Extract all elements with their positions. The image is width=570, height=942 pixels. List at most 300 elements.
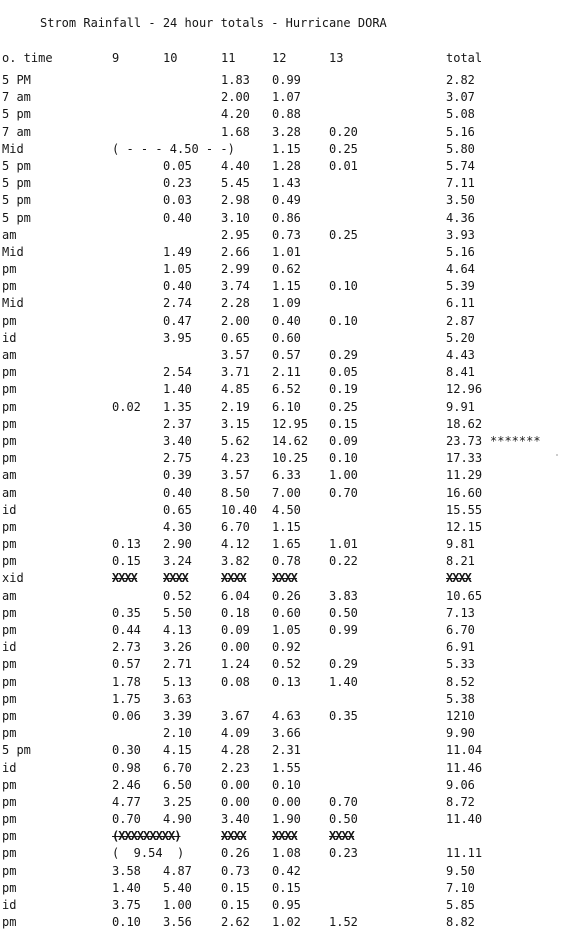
cell-total: 3.93: [446, 227, 475, 242]
cell-col-13: 0.23: [329, 846, 358, 861]
cell-col-11: 4.28: [221, 743, 250, 758]
cell-total: 11.46: [446, 760, 483, 775]
row-label: pm: [2, 519, 17, 534]
cell-total: 2.87: [446, 313, 475, 328]
cell-total: 7.11: [446, 176, 475, 191]
cell-col-11: 3.57: [221, 468, 250, 483]
cell-col-12: 4.50: [272, 502, 301, 517]
cell-col-13: 0.15: [329, 416, 358, 431]
cell-col-10: 3.24: [163, 554, 192, 569]
cell-total: 11.29: [446, 468, 483, 483]
cell-col-11: 0.15: [221, 880, 250, 895]
table-row: [0, 416, 570, 433]
cell-col-10: 5.40: [163, 880, 192, 895]
row-label: id: [2, 898, 17, 912]
row-label: Mid: [2, 296, 24, 311]
cell-col-11: 0.26: [221, 846, 250, 861]
cell-col-9: 0.13: [112, 537, 141, 552]
row-label: pm: [2, 605, 17, 620]
cell-col-11: 3.74: [221, 279, 250, 294]
cell-col-9: 0.15: [112, 554, 141, 569]
row-label: 5 pm: [2, 158, 31, 173]
cell-col-12: 0.13: [272, 674, 301, 689]
cell-col-9: 1.78: [112, 674, 141, 689]
table-row: [0, 89, 570, 106]
table-row: [0, 467, 570, 484]
cell-col-10: 2.71: [163, 657, 192, 672]
cell-col-10: 0.40: [163, 210, 192, 225]
row-label: 5 PM: [2, 73, 31, 87]
row-label: pm: [2, 365, 17, 380]
row-label: am: [2, 588, 17, 603]
table-row: [0, 811, 570, 828]
cell-col-12: 0.00: [272, 794, 301, 809]
cell-col-11: 3.82: [221, 554, 250, 569]
cell-col-10: XXXX: [163, 571, 188, 586]
table-row: [0, 519, 570, 536]
cell-col-11: 0.73: [221, 863, 250, 878]
row-label: pm: [2, 313, 17, 328]
cell-col-10: 5.13: [163, 674, 192, 689]
cell-col-12: 1.15: [272, 519, 301, 534]
table-row: [0, 158, 570, 175]
cell-total: 6.11: [446, 296, 475, 311]
cell-total: 12.96: [446, 382, 483, 397]
cell-col-12: XXXX: [272, 829, 297, 844]
row-label: am: [2, 468, 17, 483]
cell-total: 4.64: [446, 262, 475, 277]
cell-col-11: 2.00: [221, 90, 250, 105]
cell-col-13: 0.01: [329, 158, 358, 173]
cell-col-10: 3.63: [163, 691, 192, 706]
cell-col-10: 1.05: [163, 262, 192, 277]
cell-col-11: XXXX: [221, 829, 246, 844]
cell-col-13: 0.10: [329, 313, 358, 328]
cell-total: 9.90: [446, 726, 475, 741]
table-row: [0, 708, 570, 725]
table-row: [0, 588, 570, 605]
cell-col-11: 0.18: [221, 605, 250, 620]
cell-col-11: 2.23: [221, 760, 250, 775]
cell-col-12: 1.01: [272, 244, 301, 259]
row-label: pm: [2, 829, 17, 844]
cell-col-12: 0.60: [272, 605, 301, 620]
cell-col-11: 2.62: [221, 915, 250, 930]
cell-total: 7.10: [446, 880, 475, 895]
cell-col-12: 0.15: [272, 880, 301, 895]
cell-col-11: 4.20: [221, 107, 250, 122]
cell-total: 10.65: [446, 588, 483, 603]
cell-col-9: 3.58: [112, 863, 141, 878]
cell-col-13: 0.70: [329, 794, 358, 809]
cell-col-11: 3.67: [221, 708, 250, 723]
cell-col-12: 14.62: [272, 433, 309, 448]
cell-col-11: 6.70: [221, 519, 250, 534]
cell-col-11: 2.95: [221, 227, 250, 242]
cell-col-13: 0.20: [329, 124, 358, 139]
cell-col-10: 4.15: [163, 743, 192, 758]
row-label: pm: [2, 554, 17, 569]
row-label: 5 pm: [2, 193, 31, 208]
cell-col-12: 0.49: [272, 193, 301, 208]
cell-col-13: 0.50: [329, 812, 358, 827]
cell-total: 17.33: [446, 451, 483, 466]
table-row: [0, 828, 570, 845]
cell-total: 12.15: [446, 519, 483, 534]
cell-total: 5.38: [446, 691, 475, 706]
cell-col-11: 3.40: [221, 812, 250, 827]
cell-col-13: 0.50: [329, 605, 358, 620]
cell-total: 5.33: [446, 657, 475, 672]
cell-col-9: 2.46: [112, 777, 141, 792]
cell-col-13: 1.52: [329, 915, 358, 930]
cell-col-13: 1.40: [329, 674, 358, 689]
cell-col-11: 0.00: [221, 640, 250, 655]
table-row: [0, 450, 570, 467]
header-label: o. time: [2, 51, 53, 65]
cell-col-12: 0.99: [272, 73, 301, 87]
cell-col-12: 12.95: [272, 416, 309, 431]
cell-col-11: 3.10: [221, 210, 250, 225]
row-label: pm: [2, 433, 17, 448]
cell-col-11: 4.09: [221, 726, 250, 741]
cell-col-9: 0.57: [112, 657, 141, 672]
row-label: pm: [2, 279, 17, 294]
row-label: 5 pm: [2, 107, 31, 122]
cell-col-12: 4.63: [272, 708, 301, 723]
row-label: 5 pm: [2, 743, 31, 758]
header-col-total: total: [446, 51, 483, 65]
table-row: [0, 622, 570, 639]
cell-col-12: 3.66: [272, 726, 301, 741]
cell-col-12: 6.33: [272, 468, 301, 483]
cell-col-13: 0.99: [329, 623, 358, 637]
table-row: [0, 674, 570, 691]
table-row: [0, 656, 570, 673]
cell-col-10: 0.23: [163, 176, 192, 191]
column-header-row: [0, 51, 570, 69]
row-label: id: [2, 760, 17, 775]
header-col-12: 12: [272, 51, 287, 65]
cell-col-12: 3.28: [272, 124, 301, 139]
cell-col-11: 10.40: [221, 502, 258, 517]
cell-col-11: 5.62: [221, 433, 250, 448]
table-row: [0, 313, 570, 330]
cell-total: 2.82: [446, 73, 475, 87]
cell-col-12: 10.25: [272, 451, 309, 466]
cell-total: 6.70: [446, 623, 475, 637]
row-label: id: [2, 330, 17, 345]
cell-col-12: 6.10: [272, 399, 301, 414]
cell-col-11: 3.57: [221, 348, 250, 362]
table-row: [0, 381, 570, 398]
table-row: [0, 261, 570, 278]
cell-col-12: 0.62: [272, 262, 301, 277]
table-row: [0, 570, 570, 587]
cell-col-9: 0.70: [112, 812, 141, 827]
cell-col-12: 0.10: [272, 777, 301, 792]
cell-total: 8.72: [446, 794, 475, 809]
cell-col-10: 3.95: [163, 330, 192, 345]
table-row: [0, 72, 570, 89]
table-row: [0, 399, 570, 416]
cell-total: 8.21: [446, 554, 475, 569]
cell-total: 8.41: [446, 365, 475, 380]
cell-col-10: 1.35: [163, 399, 192, 414]
cell-col-13: 0.10: [329, 451, 358, 466]
cell-col-11: 0.00: [221, 794, 250, 809]
cell-col-10: 4.90: [163, 812, 192, 827]
cell-total: 1210: [446, 708, 475, 723]
cell-col-9: 0.30: [112, 743, 141, 758]
row-label: pm: [2, 262, 17, 277]
cell-total: 5.08: [446, 107, 475, 122]
cell-col-9: 0.10: [112, 915, 141, 930]
cell-col-12: 1.15: [272, 141, 301, 156]
row-label: pm: [2, 794, 17, 809]
row-label: pm: [2, 382, 17, 397]
cell-total: 8.82: [446, 915, 475, 930]
cell-col-11: 2.99: [221, 262, 250, 277]
cell-col-12: 1.09: [272, 296, 301, 311]
cell-total: 5.80: [446, 141, 475, 156]
table-row: [0, 227, 570, 244]
cell-col-12: 0.52: [272, 657, 301, 672]
row-label: 5 pm: [2, 176, 31, 191]
table-row: [0, 364, 570, 381]
row-label: id: [2, 640, 17, 655]
row-label: pm: [2, 537, 17, 552]
cell-col-11: 1.68: [221, 124, 250, 139]
cell-col-11: 3.15: [221, 416, 250, 431]
cell-col-12: 0.92: [272, 640, 301, 655]
cell-col-9: 1.75: [112, 691, 141, 706]
table-row: [0, 760, 570, 777]
table-row: [0, 141, 570, 158]
table-row: [0, 244, 570, 261]
cell-col-12: 0.78: [272, 554, 301, 569]
cell-total: 5.74: [446, 158, 475, 173]
cell-total: 23.73: [446, 433, 483, 448]
cell-total: XXXX: [446, 571, 471, 586]
cell-col-10: 2.90: [163, 537, 192, 552]
highlight-mark: *******: [490, 433, 541, 448]
rainfall-table-body: [0, 72, 570, 931]
cell-total: 4.43: [446, 348, 475, 362]
cell-col-9: (XXXXXXXXX): [112, 829, 181, 844]
cell-col-12: 0.42: [272, 863, 301, 878]
cell-col-13: 0.25: [329, 399, 358, 414]
cell-col-12: 6.52: [272, 382, 301, 397]
row-label: 7 am: [2, 90, 31, 105]
table-row: [0, 794, 570, 811]
cell-col-10: 5.50: [163, 605, 192, 620]
cell-col-11: 4.12: [221, 537, 250, 552]
table-row: [0, 106, 570, 123]
cell-col-11: 2.19: [221, 399, 250, 414]
cell-col-9: 0.02: [112, 399, 141, 414]
cell-col-10: 0.03: [163, 193, 192, 208]
cell-col-10: 3.25: [163, 794, 192, 809]
table-row: [0, 777, 570, 794]
cell-total: 9.81: [446, 537, 475, 552]
cell-total: 15.55: [446, 502, 483, 517]
table-row: [0, 880, 570, 897]
row-label: pm: [2, 451, 17, 466]
cell-col-12: 1.28: [272, 158, 301, 173]
cell-col-10: 0.05: [163, 158, 192, 173]
cell-col-11: 8.50: [221, 485, 250, 500]
row-label: id: [2, 502, 17, 517]
cell-total: 5.16: [446, 244, 475, 259]
cell-col-12: 0.86: [272, 210, 301, 225]
cell-col-10: 2.75: [163, 451, 192, 466]
cell-col-12: 1.05: [272, 623, 301, 637]
row-label: pm: [2, 863, 17, 878]
cell-col-12: 1.43: [272, 176, 301, 191]
cell-col-9: ( - - - 4.50 - -): [112, 141, 235, 156]
cell-col-12: 2.11: [272, 365, 301, 380]
cell-col-10: 6.50: [163, 777, 192, 792]
cell-col-13: 0.70: [329, 485, 358, 500]
cell-col-13: 0.22: [329, 554, 358, 569]
cell-total: 5.16: [446, 124, 475, 139]
cell-col-11: 1.83: [221, 73, 250, 87]
cell-col-12: 1.15: [272, 279, 301, 294]
table-row: [0, 691, 570, 708]
document-title: Strom Rainfall - 24 hour totals - Hurricane DORA: [40, 16, 387, 30]
row-label: pm: [2, 708, 17, 723]
cell-col-9: XXXX: [112, 571, 137, 586]
table-row: [0, 639, 570, 656]
cell-col-13: 0.35: [329, 708, 358, 723]
table-row: [0, 278, 570, 295]
cell-col-11: 2.66: [221, 244, 250, 259]
cell-col-13: XXXX: [329, 829, 354, 844]
cell-col-10: 2.10: [163, 726, 192, 741]
header-col-13: 13: [329, 51, 344, 65]
cell-col-10: 2.54: [163, 365, 192, 380]
cell-col-12: 1.90: [272, 812, 301, 827]
table-row: [0, 192, 570, 209]
row-label: am: [2, 348, 17, 362]
cell-total: 5.20: [446, 330, 475, 345]
cell-col-13: 0.25: [329, 227, 358, 242]
cell-col-12: 1.07: [272, 90, 301, 105]
cell-col-9: 2.73: [112, 640, 141, 655]
table-row: [0, 605, 570, 622]
table-row: [0, 124, 570, 141]
row-label: pm: [2, 691, 17, 706]
cell-col-12: 1.08: [272, 846, 301, 861]
cell-col-12: 0.88: [272, 107, 301, 122]
cell-total: 9.06: [446, 777, 475, 792]
cell-col-11: 3.71: [221, 365, 250, 380]
cell-total: 3.50: [446, 193, 475, 208]
row-label: Mid: [2, 141, 24, 156]
cell-col-11: 5.45: [221, 176, 250, 191]
table-row: [0, 330, 570, 347]
cell-col-10: 1.40: [163, 382, 192, 397]
cell-col-10: 0.52: [163, 588, 192, 603]
row-label: pm: [2, 674, 17, 689]
row-label: pm: [2, 777, 17, 792]
table-row: [0, 914, 570, 931]
cell-col-9: 4.77: [112, 794, 141, 809]
table-row: [0, 863, 570, 880]
cell-total: 3.07: [446, 90, 475, 105]
cell-col-13: 0.09: [329, 433, 358, 448]
table-row: [0, 175, 570, 192]
cell-col-11: XXXX: [221, 571, 246, 586]
cell-col-9: 0.06: [112, 708, 141, 723]
cell-col-10: 0.40: [163, 485, 192, 500]
cell-total: 6.91: [446, 640, 475, 655]
table-row: [0, 845, 570, 862]
cell-col-13: 0.05: [329, 365, 358, 380]
cell-col-10: 1.00: [163, 898, 192, 912]
cell-total: 16.60: [446, 485, 483, 500]
cell-col-10: 4.87: [163, 863, 192, 878]
table-row: [0, 725, 570, 742]
cell-col-10: 6.70: [163, 760, 192, 775]
cell-col-12: 0.57: [272, 348, 301, 362]
row-label: Mid: [2, 244, 24, 259]
cell-col-9: 3.75: [112, 898, 141, 912]
cell-col-9: 1.40: [112, 880, 141, 895]
cell-col-10: 2.37: [163, 416, 192, 431]
cell-total: 11.04: [446, 743, 483, 758]
table-row: [0, 553, 570, 570]
cell-col-12: 1.55: [272, 760, 301, 775]
cell-total: 9.50: [446, 863, 475, 878]
table-row: [0, 210, 570, 227]
cell-col-11: 0.09: [221, 623, 250, 637]
cell-col-10: 4.30: [163, 519, 192, 534]
cell-col-13: 1.01: [329, 537, 358, 552]
cell-col-13: 0.19: [329, 382, 358, 397]
cell-col-10: 3.39: [163, 708, 192, 723]
cell-col-10: 1.49: [163, 244, 192, 259]
cell-col-10: 3.26: [163, 640, 192, 655]
cell-col-9: 0.44: [112, 623, 141, 637]
cell-col-12: XXXX: [272, 571, 297, 586]
cell-col-13: 0.25: [329, 141, 358, 156]
cell-col-9: 0.98: [112, 760, 141, 775]
cell-total: 11.40: [446, 812, 483, 827]
cell-col-11: 2.98: [221, 193, 250, 208]
table-row: [0, 295, 570, 312]
cell-col-11: 0.65: [221, 330, 250, 345]
cell-total: 7.13: [446, 605, 475, 620]
cell-col-13: 0.29: [329, 348, 358, 362]
row-label: xid: [2, 571, 24, 586]
cell-total: 5.85: [446, 898, 475, 912]
row-label: pm: [2, 416, 17, 431]
cell-col-12: 0.40: [272, 313, 301, 328]
header-col-10: 10: [163, 51, 178, 65]
cell-col-10: 0.39: [163, 468, 192, 483]
cell-col-12: 0.73: [272, 227, 301, 242]
cell-col-12: 0.60: [272, 330, 301, 345]
row-label: 7 am: [2, 124, 31, 139]
cell-total: 9.91: [446, 399, 475, 414]
row-label: pm: [2, 915, 17, 930]
row-label: am: [2, 485, 17, 500]
cell-col-12: 0.95: [272, 898, 301, 912]
table-row: [0, 742, 570, 759]
cell-col-11: 6.04: [221, 588, 250, 603]
